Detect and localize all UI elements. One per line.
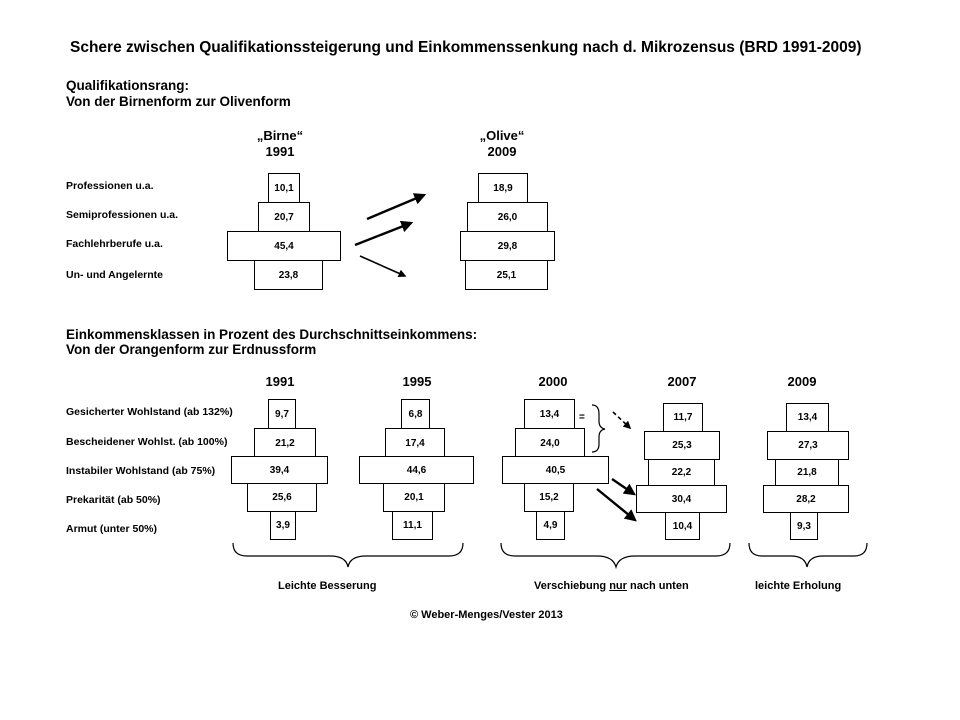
qualification-heading-2: Von der Birnenform zur Olivenform (66, 94, 291, 109)
copyright: © Weber-Menges/Vester 2013 (410, 609, 563, 621)
income-1995-box: 11,1 (392, 511, 433, 540)
income-2007-box: 30,4 (636, 485, 727, 513)
income-2007-box: 11,7 (663, 403, 703, 432)
qual-2009-box: 29,8 (460, 231, 555, 261)
income-1991-box: 21,2 (254, 428, 316, 458)
income-heading-1: Einkommensklassen in Prozent des Durchschnittseinkommens: (66, 327, 478, 342)
arrow-semiprofessionen-up (355, 223, 411, 245)
income-2009-box: 21,8 (775, 459, 839, 486)
income-1995-box: 17,4 (385, 428, 445, 458)
olive-label: „Olive“ (479, 128, 525, 143)
qual-1991-box: 23,8 (254, 260, 323, 290)
qual-2009-box: 18,9 (478, 173, 528, 203)
brace-label-right: leichte Erholung (755, 580, 842, 592)
qual-2009-box: 26,0 (467, 202, 548, 232)
income-row-label-instabil: Instabiler Wohlstand (ab 75%) (66, 465, 216, 477)
income-row-label-gesichert: Gesicherter Wohlstand (ab 132%) (66, 406, 233, 418)
income-2007-box: 10,4 (665, 512, 700, 540)
income-2007-box: 25,3 (644, 431, 720, 460)
income-2000-box: 40,5 (502, 456, 609, 484)
income-year-2007: 2007 (667, 374, 697, 389)
income-2009-box: 28,2 (763, 485, 849, 513)
income-1995-box: 20,1 (383, 483, 445, 512)
qual-row-label-semiprofessionen: Semiprofessionen u.a. (66, 209, 179, 221)
arrow-dashed-upper (613, 412, 630, 428)
qual-2009-box: 25,1 (465, 260, 548, 290)
bottom-brace-right (749, 543, 867, 567)
income-2000-box: 13,4 (524, 399, 575, 429)
arrow-angelernte-down (360, 256, 405, 276)
qual-row-label-fachlehrberufe: Fachlehrberufe u.a. (66, 238, 163, 250)
income-2009-box: 9,3 (790, 512, 818, 540)
income-1995-box: 44,6 (359, 456, 474, 484)
income-heading-2: Von der Orangenform zur Erdnussform (66, 342, 317, 357)
qualification-heading-1: Qualifikationsrang: (66, 78, 190, 93)
income-year-1995: 1995 (402, 374, 432, 389)
income-1991-box: 39,4 (231, 456, 328, 484)
equals-sign: = (579, 412, 585, 423)
income-1995-box: 6,8 (401, 399, 430, 429)
income-2000-box: 4,9 (536, 511, 565, 540)
qual-1991-box: 45,4 (227, 231, 341, 261)
income-2009-box: 13,4 (786, 403, 829, 432)
curly-brace-right (592, 405, 605, 452)
olive-year: 2009 (487, 144, 517, 159)
income-1991-box: 9,7 (268, 399, 296, 429)
income-row-label-prekaritaet: Prekarität (ab 50%) (66, 494, 161, 506)
arrow-prekaritaet (612, 479, 634, 494)
qual-row-label-angelernte: Un- und Angelernte (66, 269, 164, 281)
income-2009-box: 27,3 (767, 431, 849, 460)
birne-year: 1991 (265, 144, 295, 159)
qual-1991-box: 10,1 (268, 173, 300, 203)
qual-1991-box: 20,7 (258, 202, 310, 232)
qual-row-label-professionen: Professionen u.a. (66, 180, 154, 192)
income-2007-box: 22,2 (648, 459, 715, 486)
bottom-brace-middle (501, 543, 730, 567)
birne-label: „Birne“ (256, 128, 304, 143)
arrow-professionen-up (367, 195, 424, 219)
income-1991-box: 3,9 (270, 511, 296, 540)
arrow-armut (597, 489, 635, 520)
brace-label-left: Leichte Besserung (278, 580, 377, 592)
income-1991-box: 25,6 (247, 483, 317, 512)
brace-label-middle: Verschiebung nur nach unten (534, 580, 689, 592)
income-2000-box: 24,0 (515, 428, 585, 458)
income-row-label-bescheiden: Bescheidener Wohlst. (ab 100%) (66, 436, 228, 448)
income-year-2009: 2009 (787, 374, 817, 389)
income-row-label-armut: Armut (unter 50%) (66, 523, 158, 535)
income-year-1991: 1991 (265, 374, 295, 389)
bottom-brace-left (233, 543, 463, 567)
income-2000-box: 15,2 (524, 483, 574, 512)
diagram-title: Schere zwischen Qualifikationssteigerung und Einkommenssenkung nach d. Mikrozensus (BRD 1991-2009) (70, 39, 862, 56)
income-year-2000: 2000 (538, 374, 568, 389)
